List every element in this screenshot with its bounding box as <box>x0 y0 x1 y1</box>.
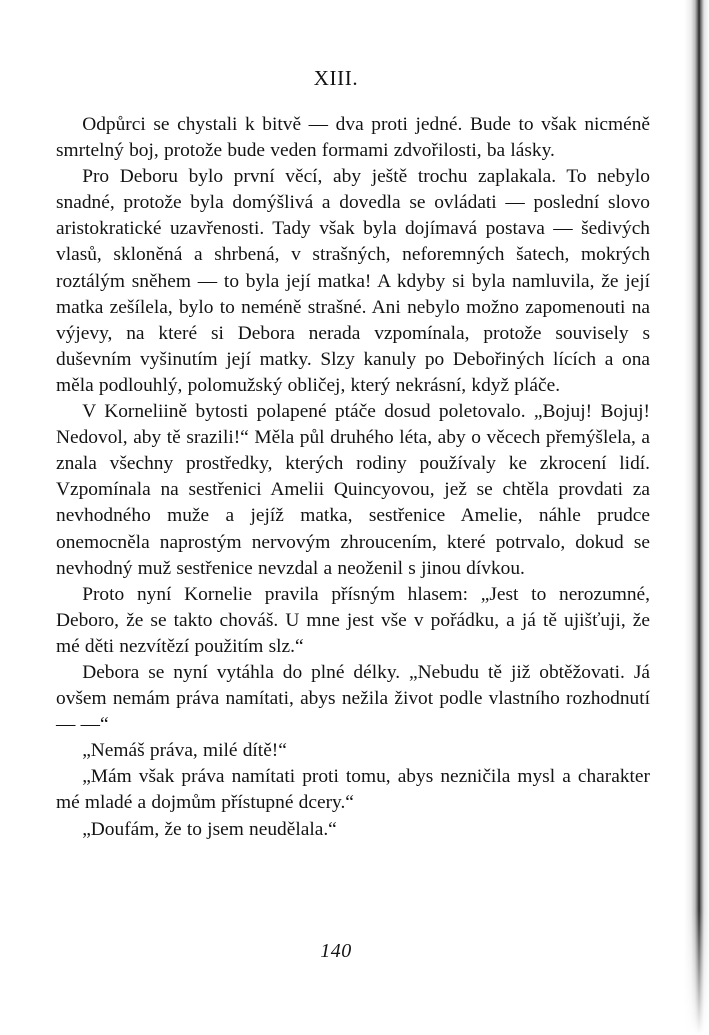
paragraph: „Nemáš práva, milé dítě!“ <box>82 740 287 762</box>
chapter-heading: XIII. <box>313 66 359 90</box>
paragraph: „Doufám, že to jsem neudělala.“ <box>82 818 337 840</box>
paragraph: Pro Deboru bylo první věcí, aby ještě trochu zaplakala. To nebylo snadné, protože byla domýšlivá a dovedla se ovládati — poslední slovo aristokratické uzavřenosti. Tady však byla dojímavá postava — šedivých vlasů, skloněná a shrbená, v strašných, neforemných šatech, mokrých roztálým sněhem — to byla její matka! A kdyby si byla namluvila, že její matka zešílela, bylo to neméně strašné. Ani nebylo možno zapomenouti na výjevy, na které si Debora nerada vzpomínala, protože souvisely s duševním vyšinutím její matky. Slzy kanuly po Debořiných lících a ona měla podlouhlý, polomužský obličej, který nekrásní, když pláče. <box>56 166 650 396</box>
paragraph: Debora se nyní vytáhla do plné délky. „Nebudu tě již obtěžovati. Já ovšem nemám práva namítati, abys nežila život podle vlastního rozhodnutí — —“ <box>56 661 650 736</box>
page-edge-shadow <box>684 0 709 1035</box>
paragraph: Odpůrci se chystali k bitvě — dva proti jedné. Bude to však nicméně smrtelný boj, protože bude veden formami zdvořilosti, ba lásky. <box>56 114 650 162</box>
body-text-block <box>56 112 650 843</box>
paragraph: Proto nyní Kornelie pravila přísným hlasem: „Jest to nerozumné, Deboro, že se takto chováš. U mne jest vše v pořádku, a já tě ujišťuji, že mé děti nezvítězí použitím slz.“ <box>56 583 650 657</box>
page-number: 140 <box>320 940 352 962</box>
paragraph: „Mám však práva namítati proti tomu, abys nezničila mysl a charakter mé mladé a dojmům přístupné dcery.“ <box>56 766 650 814</box>
paragraph: V Korneliině bytosti polapené ptáče dosud poletovalo. „Bojuj! Bojuj! Nedovol, aby tě srazili!“ Měla půl druhého léta, aby o věcech přemýšlela, a znala všechny prostředky, kterých rodiny používaly ke zkrocení lidí. Vzpomínala na sestřenici Amelii Quincyovou, jež se chtěla provdati za nevhodného muže a jejíž matka, sestřenice Amelie, náhle prudce onemocněla naprostým nervovým zhroucením, které potrvalo, dokud se nevhodný muž sestřenice nevzdal a neoženil s jinou dívkou. <box>56 401 650 579</box>
